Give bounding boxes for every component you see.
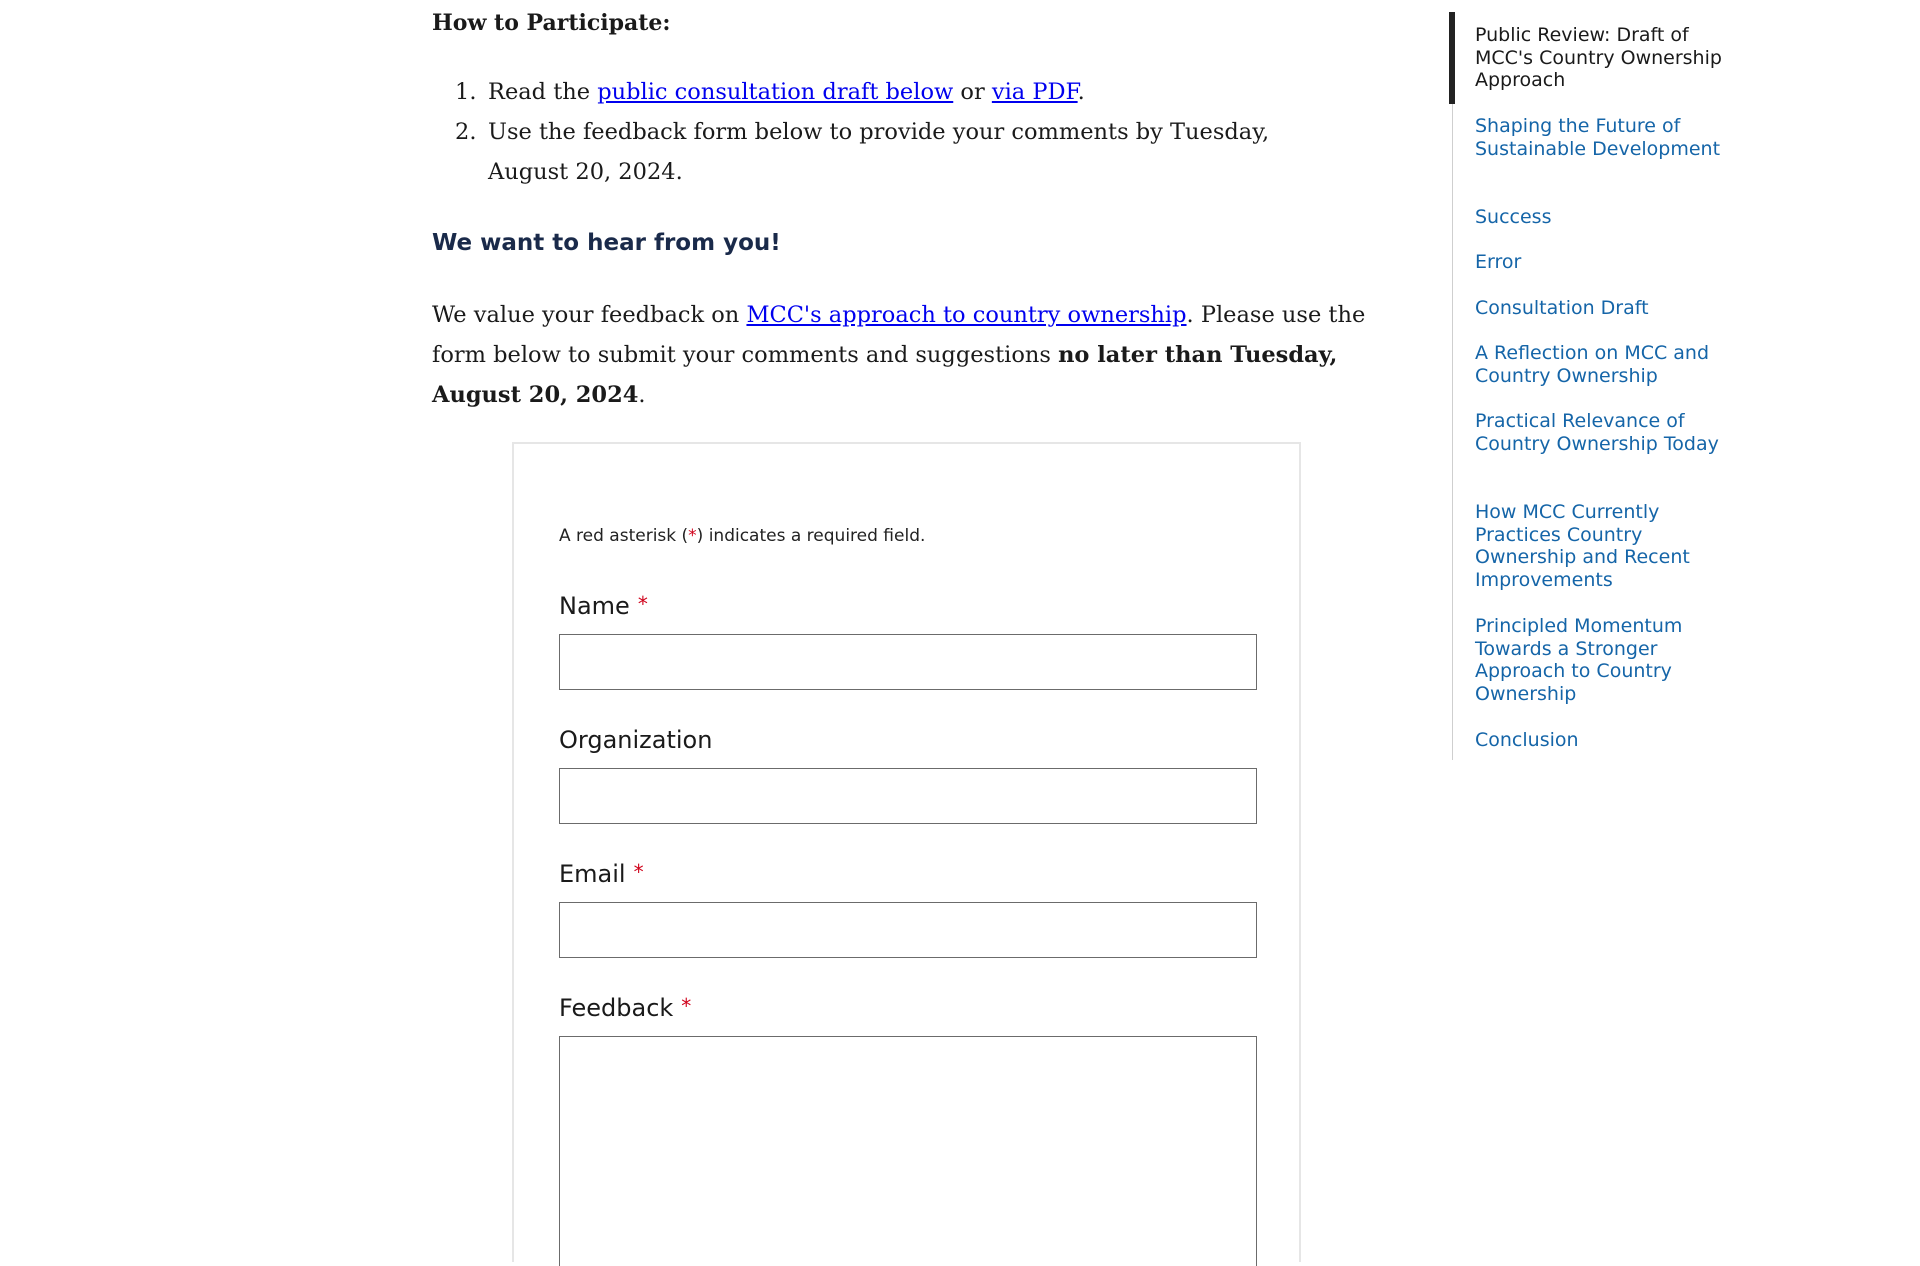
organization-label — [559, 726, 712, 754]
feedback-intro-paragraph — [432, 295, 1372, 415]
toc-item-conclusion[interactable]: Conclusion — [1475, 729, 1579, 751]
organization-label-text: Organization — [559, 726, 713, 754]
required-asterisk: * — [688, 526, 697, 546]
how-to-participate-heading: How to Participate: — [432, 10, 671, 36]
step-1-suffix: . — [1077, 79, 1085, 105]
required-field-note — [559, 526, 925, 546]
organization-input[interactable] — [559, 768, 1257, 824]
required-note-suffix: ) indicates a required field. — [696, 526, 926, 546]
toc-item-shaping-the-future[interactable]: Shaping the Future of Sustainable Development — [1475, 115, 1721, 160]
feedback-required-asterisk: * — [681, 994, 692, 1018]
name-label — [559, 592, 648, 620]
name-input[interactable] — [559, 634, 1257, 690]
toc-item-public-review[interactable]: Public Review: Draft of MCC's Country Ownership Approach — [1475, 24, 1722, 91]
step-number: 1. — [455, 79, 477, 105]
step-1 — [432, 72, 1352, 112]
name-label-text: Name — [559, 592, 630, 620]
feedback-label-text: Feedback — [559, 994, 674, 1022]
toc-active-indicator — [1449, 12, 1455, 104]
step-1-middle: or — [953, 79, 992, 105]
email-label-text: Email — [559, 860, 626, 888]
step-number: 2. — [455, 119, 477, 145]
public-consultation-draft-link[interactable]: public consultation draft below — [597, 79, 954, 105]
step-1-prefix: Read the — [488, 79, 598, 105]
name-required-asterisk: * — [637, 592, 648, 616]
email-label — [559, 860, 644, 888]
feedback-textarea[interactable] — [559, 1036, 1257, 1266]
toc-item-current-practices[interactable]: How MCC Currently Practices Country Ownership and Recent Improvements — [1475, 501, 1690, 591]
step-2-text: Use the feedback form below to provide your comments by Tuesday, August 20, 2024. — [488, 119, 1270, 185]
email-required-asterisk: * — [633, 860, 644, 884]
toc-item-reflection[interactable]: A Reflection on MCC and Country Ownership — [1475, 342, 1710, 387]
toc-item-consultation-draft[interactable]: Consultation Draft — [1475, 297, 1649, 319]
country-ownership-approach-link[interactable]: MCC's approach to country ownership — [746, 302, 1187, 328]
feedback-label — [559, 994, 691, 1022]
toc-item-success[interactable]: Success — [1475, 206, 1552, 228]
via-pdf-link[interactable]: via PDF — [991, 79, 1078, 105]
feedback-form — [512, 442, 1301, 1262]
toc-item-error[interactable]: Error — [1475, 251, 1522, 273]
participation-steps — [432, 72, 1352, 192]
intro-middle: . Please use the form below to submit your comments and suggestions — [432, 302, 1366, 368]
step-2 — [432, 112, 1352, 192]
email-input[interactable] — [559, 902, 1257, 958]
intro-suffix: . — [638, 382, 646, 408]
required-note-prefix: A red asterisk ( — [559, 526, 689, 546]
toc-item-principled-momentum[interactable]: Principled Momentum Towards a Stronger Approach to Country Ownership — [1475, 615, 1683, 705]
intro-prefix: We value your feedback on — [432, 302, 747, 328]
we-want-to-hear-heading: We want to hear from you! — [432, 230, 781, 256]
toc-item-practical-relevance[interactable]: Practical Relevance of Country Ownership Today — [1475, 410, 1719, 455]
table-of-contents — [1452, 12, 1743, 760]
deadline-text: no later than Tuesday, August 20, 2024 — [432, 342, 1338, 408]
